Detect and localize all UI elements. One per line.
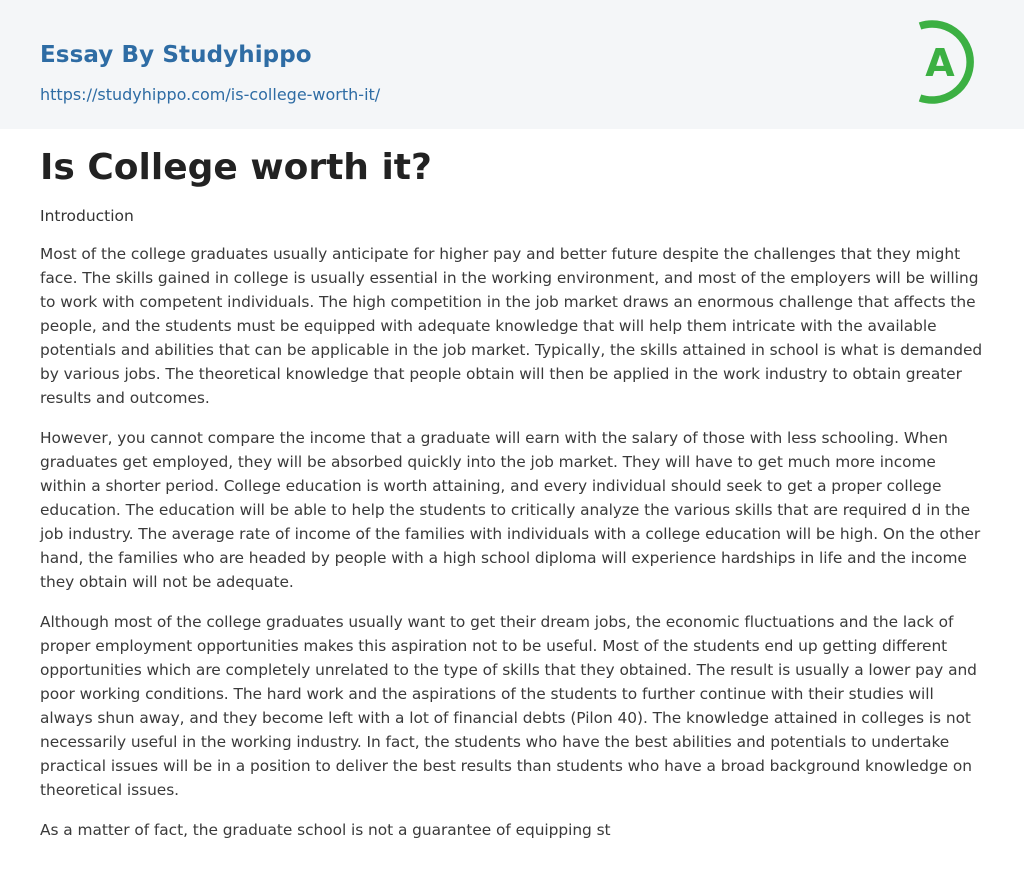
studyhippo-logo-icon[interactable] bbox=[906, 16, 988, 108]
paragraph-3: Although most of the college graduates usually want to get their dream jobs, the economic fluctuations and the lack of proper employment opportunities makes this aspiration not to be useful. Most of the students end up getting different opportunities which are completely unrelated to the type of skills that they obtained. The result is usually a lower pay and poor working conditions. The hard work and the aspirations of the students to further continue with their studies will always shun away, and they become left with a lot of financial debts (Pilon 40). The knowledge attained in colleges is not necessarily useful in the working industry. In fact, the students who have the best abilities and potentials to undertake practical issues will be in a position to deliver the best results than students who have a broad background knowledge on theoretical issues. bbox=[40, 613, 977, 799]
paragraph-4: As a matter of fact, the graduate school is not a guarantee of equipping st bbox=[40, 821, 611, 839]
section-label: Introduction bbox=[40, 207, 134, 225]
paragraph-2: However, you cannot compare the income that a graduate will earn with the salary of those with less schooling. When graduates get employed, they will be absorbed quickly into the job market. They will have to get much more income within a shorter period. College education is worth attaining, and every individual should seek to get a proper college education. The education will be able to help the students to critically analyze the various skills that are required d in the job industry. The average rate of income of the families with individuals with a college education will be high. On the other hand, the families who are headed by people with a high school diploma will experience hardships in life and the income they obtain will not be adequate. bbox=[40, 429, 981, 591]
site-title[interactable]: Essay By Studyhippo bbox=[40, 42, 312, 68]
article bbox=[0, 129, 1024, 842]
logo-letter: A bbox=[925, 41, 955, 85]
page-url-link[interactable]: https://studyhippo.com/is-college-worth-it/ bbox=[40, 85, 381, 104]
page-title: Is College worth it? bbox=[40, 147, 432, 188]
paragraph-1: Most of the college graduates usually anticipate for higher pay and better future despite the challenges that they might face. The skills gained in college is usually essential in the working environment, and most of the employers will be willing to work with competent individuals. The high competition in the job market draws an enormous challenge that affects the people, and the students must be equipped with adequate knowledge that will help them intricate with the available potentials and abilities that can be applicable in the job market. Typically, the skills attained in school is what is demanded by various jobs. The theoretical knowledge that people obtain will then be applied in the work industry to obtain greater results and outcomes. bbox=[40, 245, 983, 407]
site-header bbox=[0, 0, 1024, 129]
